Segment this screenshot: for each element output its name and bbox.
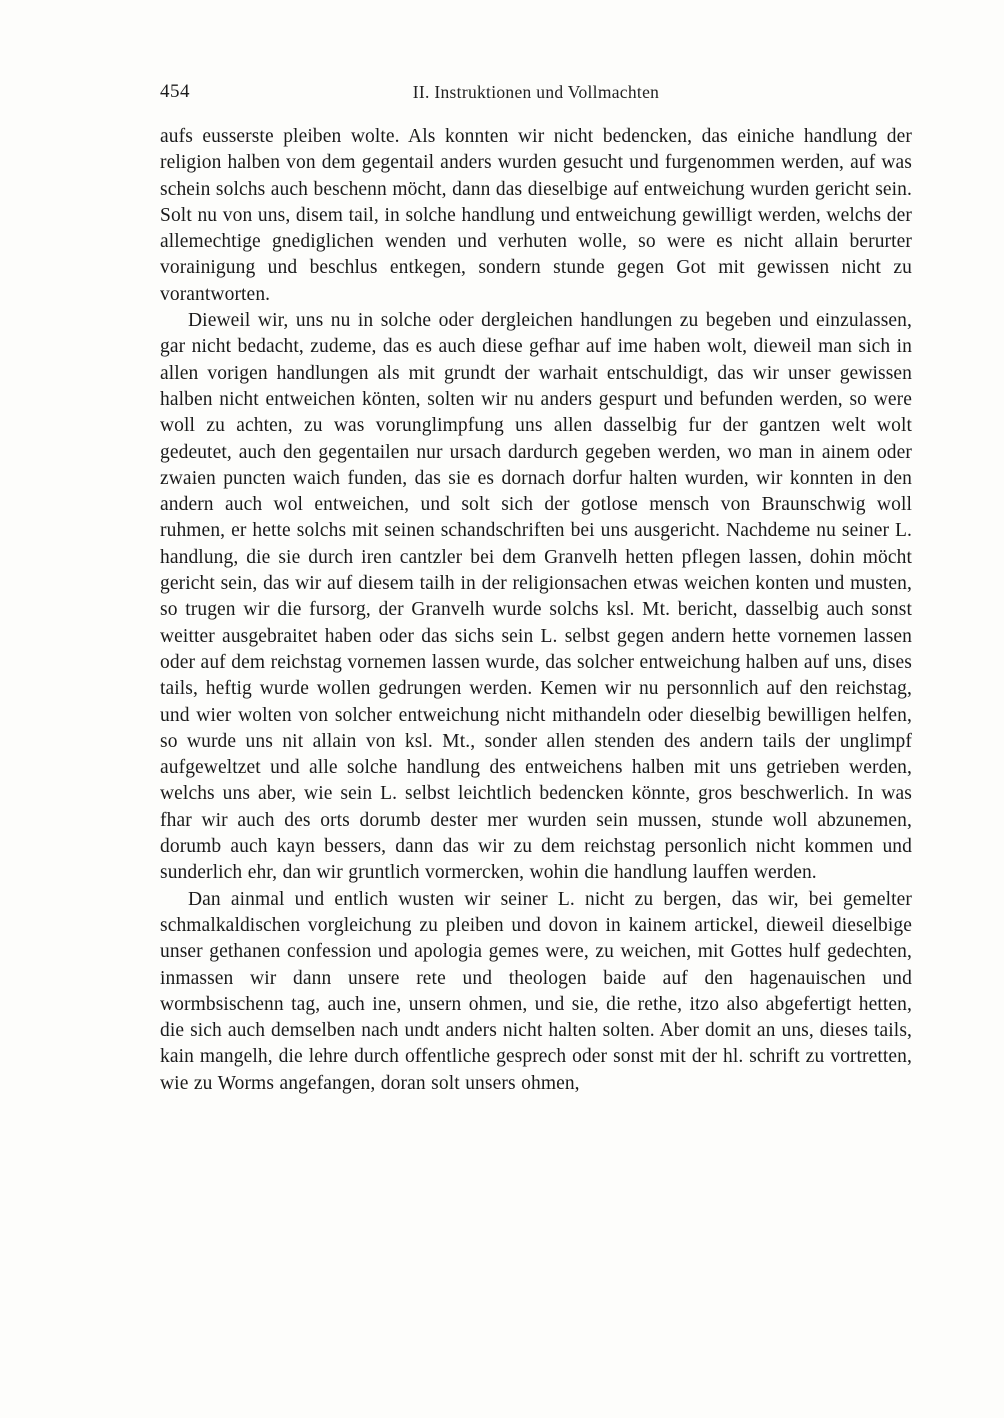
- paragraph-1: aufs eusserste pleiben wolte. Als konnten wir nicht bedencken, das einiche handlung der religion halben von dem gegentail anders wurden gesucht und furgenommen werden, auf was schein solchs auch beschenn möcht, dann das dieselbige auf entweichung wurden gericht sein. Solt nu von uns, disem tail, in solche handlung und entweichung gewilligt werden, welchs der allemechtige gnediglichen wenden und verhuten wolle, so were es nicht allain berurter vorainigung und beschlus entkegen, sondern stunde gegen Got mit gewissen nicht zu vorantworten.: [160, 126, 912, 305]
- page-number: 454: [160, 81, 190, 102]
- running-title: II. Instruktionen und Vollmachten: [412, 82, 660, 102]
- page-header: [160, 80, 912, 104]
- paragraph-3: Dan ainmal und entlich wusten wir seiner L. nicht zu bergen, das wir, bei gemelter schmalkaldischen vorgleichung zu pleiben und dovon in kainem artickel, dieweil dieselbige unser gethanen confession und apologia gemes were, zu weichen, mit Gottes hulf gedechten, inmassen wir dann unsere rete und theologen baide auf den hagenauischen und wormbsischenn tag, auch ine, unsern ohmen, und sie, die rethe, itzo also abgefertigt hetten, die sich auch demselben nach undt anders nicht halten solten. Aber domit an uns, dieses tails, kain mangelh, die lehre durch offentliche gesprech oder sonst mit der hl. schrift zu vortretten, wie zu Worms angefangen, doran solt unsers ohmen,: [160, 888, 912, 1094]
- page-body: [160, 124, 912, 1097]
- paragraph-2: Dieweil wir, uns nu in solche oder dergleichen handlungen zu begeben und einzulassen, gar nicht bedacht, zudeme, das es auch diese gefhar auf ime haben wolt, dieweil man sich in allen vorigen handlungen als mit grundt der warhait entschuldigt, das wir unser gewissen halben nicht entweichen könten, solten wir nu anders gespurt und befunden werden, so were woll zu achten, zu was vorunglimpfung uns allen dasselbig fur der gantzen welt wolt gedeutet, auch den gegentailen nur ursach dardurch gegeben werden, wo man in ainem oder zwaien puncten waich funden, das sie es dornach dorfur halten wurden, wir konnten in den andern auch wol entweichen, und solt sich der gotlose mensch von Braunschwig woll ruhmen, er hette solchs mit seinen schandschriften bei uns ausgericht. Nachdeme nu seiner L. handlung, die sie durch iren cantzler bei dem Granvelh hetten pflegen lassen, dohin möcht gericht sein, das wir auf diesem tailh in der religionsachen etwas weichen konten und musten, so trugen wir die fursorg, der Granvelh wurde solchs ksl. Mt. bericht, dasselbig auch sonst weitter ausgebraitet haben oder das sichs sein L. selbst gegen andern hette vornemen lassen oder auf dem reichstag vornemen lassen wurde, das solcher entweichung halben auf uns, dises tails, heftig wurde wollen gedrungen werden. Kemen wir nu personnlich auf den reichstag, und wier wolten von solcher entweichung nicht mithandeln oder dieselbig bewilligen helfen, so wurde uns nit allain von ksl. Mt., sonder allen stenden des andern tails der unglimpf aufgeweltzet und alle solche handlung des entweichens halben mit uns getrieben werden, welchs uns aber, wie sein L. selbst leichtlich bedencken könnte, gros beschwerlich. In was fhar wir auch des orts dorumb dester mer wurden sein mussen, stunde woll abzunemen, dorumb auch kayn bessers, dann das wir zu dem reichstag personlich nicht kommen und sunderlich ehr, dan wir gruntlich vormercken, wohin die handlung lauffen werden.: [160, 310, 912, 884]
